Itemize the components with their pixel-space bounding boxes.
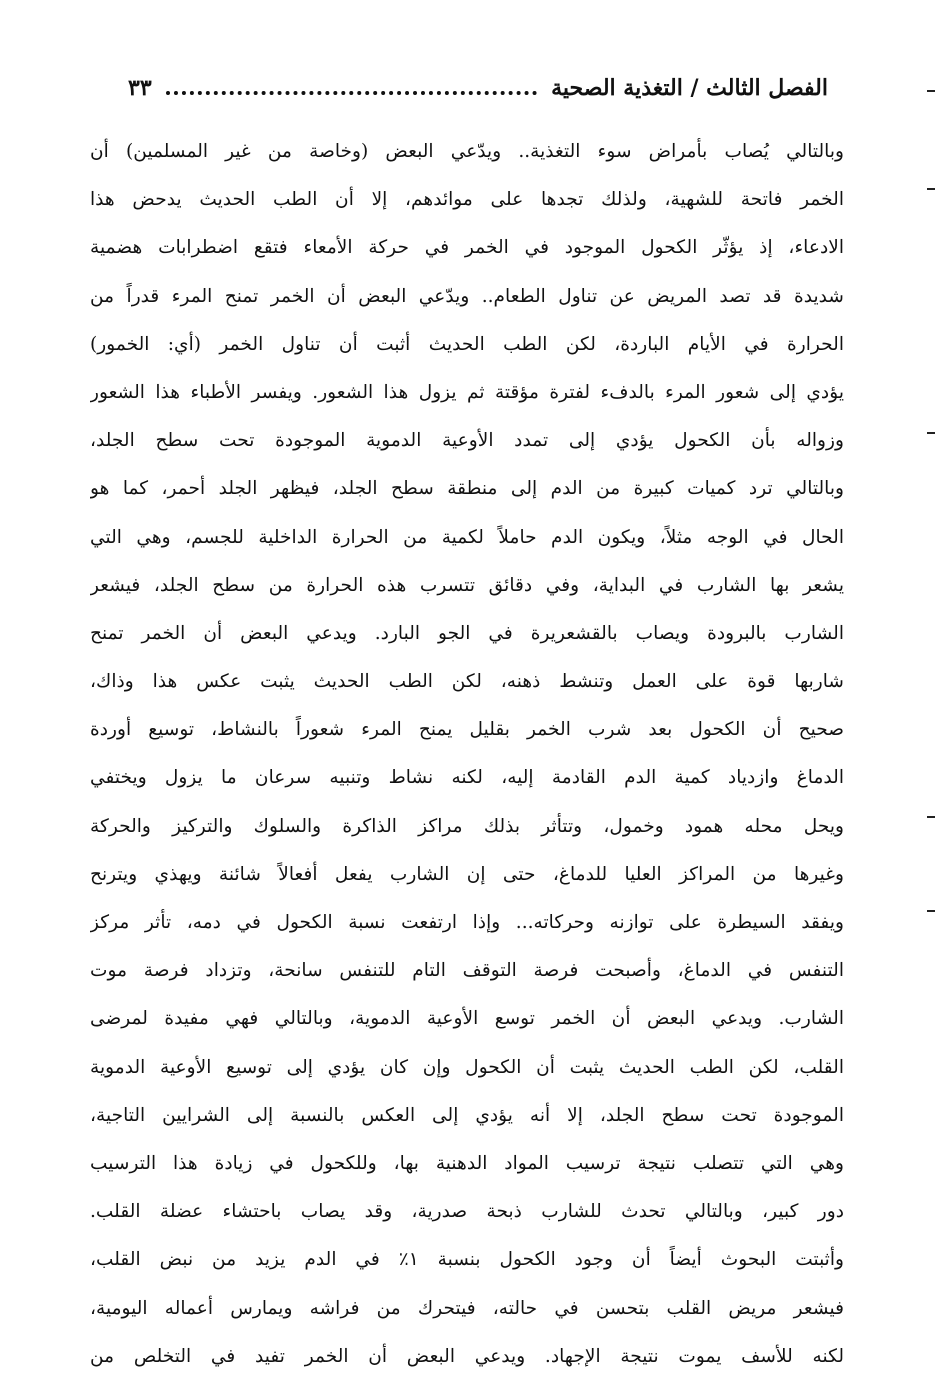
text-line: وهي التي تتصلب نتيجة ترسيب المواد الدهنية بها، وللكحول في زيادة هذا الترسيب xyxy=(90,1152,844,1174)
text-line: وغيرها من المراكز العليا للدماغ، حتى إن الشارب يفعل أفعالاً شائنة ويهذي ويترنح xyxy=(90,863,844,885)
scan-margin-mark xyxy=(927,188,935,190)
chapter-title: الفصل الثالث / التغذية الصحية xyxy=(551,75,828,101)
text-line: دور كبير، وبالتالي تحدث للشارب ذبحة صدرية، وقد يصاب باحتشاء عضلة القلب. xyxy=(90,1201,844,1223)
scan-margin-mark xyxy=(927,90,935,92)
text-line: الخمر فاتحة للشهية، ولذلك تجدها على موائدهم، إلا أن الطب الحديث يدحض هذا xyxy=(90,189,844,211)
text-line: وبالتالي ترد كميات كبيرة من الدم إلى منطقة سطح الجلد، فيظهر الجلد أحمر، كما هو xyxy=(90,478,844,500)
text-line: ويفقد السيطرة على توازنه وحركاته... وإذا ارتفعت نسبة الكحول في دمه، تأثر مركز xyxy=(90,912,844,933)
text-line: شاربها قوة على العمل وتنشط ذهنه، لكن الطب الحديث يثبت عكس هذا وذاك، xyxy=(90,671,844,693)
text-line: لكنه للأسف يموت نتيجة الإجهاد. ويدعي البعض أن الخمر تفيد في التخلص من xyxy=(90,1345,844,1367)
text-line: التنفس في الدماغ، وأصبحت فرصة التوقف التام للتنفس سانحة، وتزداد فرصة موت xyxy=(90,960,844,982)
text-line: شديدة قد تصد المريض عن تناول الطعام.. ويدّعي البعض أن الخمر تمنح المرء قدراً من xyxy=(90,285,844,307)
text-line: وزواله بأن الكحول يؤدي إلى تمدد الأوعية الدموية الموجودة تحت سطح الجلد، xyxy=(90,430,844,452)
body-text xyxy=(90,128,844,1381)
text-line: يؤدي إلى شعور المرء بالدفء لفترة مؤقتة ثم يزول هذا الشعور. ويفسر الأطباء هذا الشعور xyxy=(90,381,844,403)
text-line: القلب، لكن الطب الحديث يثبت أن الكحول وإن كان يؤدي إلى توسيع الأوعية الدموية xyxy=(90,1056,844,1078)
running-header xyxy=(128,68,828,108)
text-line: الحال في الوجه مثلاً، ويكون الدم حاملاً لكمية من الحرارة الداخلية للجسم، وهي التي xyxy=(90,526,844,548)
text-line: الادعاء، إذ يؤثّر الكحول الموجود في الخمر في حركة الأمعاء فتقع اضطرابات هضمية xyxy=(90,237,844,259)
header-dotted-leader xyxy=(166,81,537,95)
scan-margin-mark xyxy=(927,910,935,912)
text-line: الموجودة تحت سطح الجلد، إلا أنه يؤدي إلى العكس بالنسبة إلى الشرايين التاجية، xyxy=(90,1104,844,1126)
text-line: فيشعر مريض القلب بتحسن في حالته، فيتحرك من فراشه ويمارس أعماله اليومية، xyxy=(90,1297,844,1319)
text-line: الدماغ وازدياد كمية الدم القادمة إليه، لكنه نشاط وتنبيه سرعان ما يزول ويختفي xyxy=(90,767,844,789)
text-line: وأثبتت البحوث أيضاً أن وجود الكحول بنسبة ١٪ في الدم يزيد من نبض القلب، xyxy=(90,1249,844,1271)
text-line: وبالتالي يُصاب بأمراض سوء التغذية.. ويدّعي البعض (وخاصة من غير المسلمين) أن xyxy=(90,141,844,162)
text-line: يشعر بها الشارب في البداية، وفي دقائق تتسرب هذه الحرارة من سطح الجلد، فيشعر xyxy=(90,574,844,596)
text-line: الشارب بالبرودة ويصاب بالقشعريرة في الجو البارد. ويدعي البعض أن الخمر تمنح xyxy=(90,622,844,644)
text-line: الشارب. ويدعي البعض أن الخمر توسع الأوعية الدموية، وبالتالي فهي مفيدة لمرضى xyxy=(90,1008,844,1030)
scan-margin-mark xyxy=(927,816,935,818)
text-line: ويحل محله همود وخمول، وتتأثر بذلك مراكز الذاكرة والسلوك والتركيز والحركة xyxy=(90,815,844,837)
text-line: صحيح أن الكحول بعد شرب الخمر بقليل يمنح المرء شعوراً بالنشاط، توسيع أوردة xyxy=(90,719,844,741)
scan-margin-mark xyxy=(927,432,935,434)
text-line: الحرارة في الأيام الباردة، لكن الطب الحديث أثبت أن تناول الخمر (أي: الخمور) xyxy=(90,333,844,355)
page-number: ٣٣ xyxy=(128,75,152,101)
